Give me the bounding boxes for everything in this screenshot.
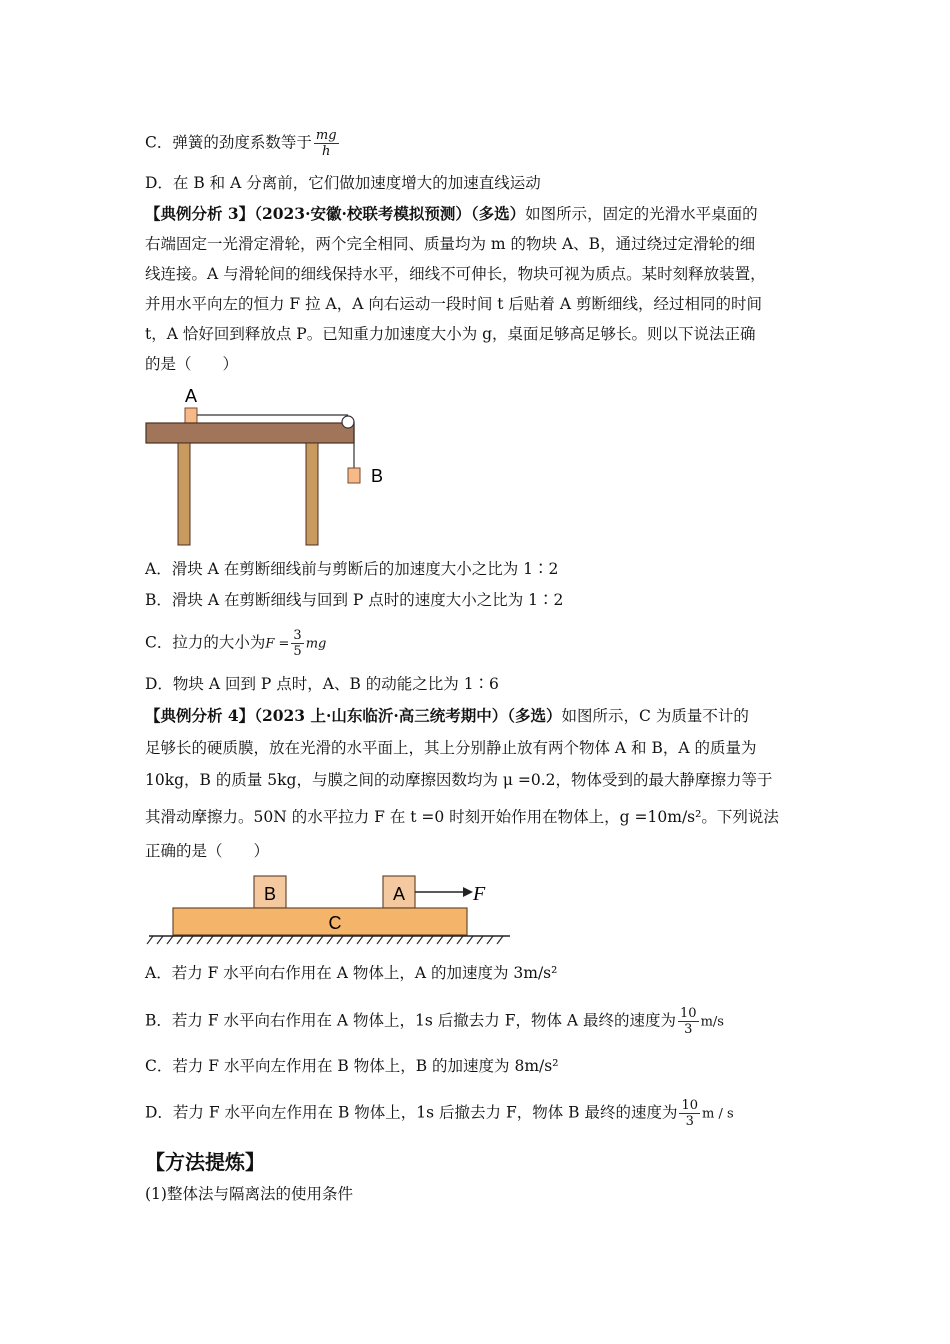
fraction-3-5: $\frac{3}{5}$: [293, 628, 302, 659]
fig4-label-b: B: [263, 884, 277, 904]
fraction-10-3-b: $\frac{10}{3}$: [680, 1006, 697, 1037]
block-a: [185, 408, 197, 423]
ex4-source: （2023 上·山东临沂·高三统考期中）（多选）: [254, 706, 562, 725]
ex3-line-3: 线连接。A 与滑轮间的细线保持水平，细线不可伸长，物块可视为质点。某时刻释放装置，: [145, 265, 766, 283]
fig4-label-c: C: [328, 913, 342, 933]
force-arrow-head: [463, 887, 473, 897]
ex4-line-2: 足够长的硬质膜，放在光滑的水平面上，其上分别静止放有两个物体 A 和 B，A 的质量为: [145, 739, 757, 757]
ex3-option-a: A．滑块 A 在剪断细线前与剪断后的加速度大小之比为 1∶2: [145, 560, 559, 578]
fig3-label-a: A: [185, 386, 198, 406]
ex3-line-5: t，A 恰好回到释放点 P。已知重力加速度大小为 g，桌面足够高足够长。则以下说法正确: [145, 325, 756, 343]
ex3-tag: 【典例分析 3】: [145, 204, 255, 223]
option-c-text: C．弹簧的劲度系数等于: [145, 133, 312, 152]
table-leg-left: [178, 443, 190, 545]
fig4-label-f: F: [473, 883, 486, 905]
ex4-option-d: D．若力 F 水平向左作用在 B 物体上，1s 后撤去力 F，物体 B 最终的速度为 $\frac{10}{3}$ m / s: [145, 1098, 734, 1129]
ex3-line-1: 【典例分析 3】（2023·安徽·校联考模拟预测）（多选）如图所示，固定的光滑水平桌面的: [145, 204, 758, 223]
pulley: [342, 416, 354, 428]
ex4-option-a: A．若力 F 水平向右作用在 A 物体上，A 的加速度为 3m/s²: [145, 964, 558, 982]
ex3-line-4: 并用水平向左的恒力 F 拉 A，A 向右运动一段时间 t 后贴着 A 剪断细线，经过相同的时间: [145, 295, 762, 313]
fig3-label-b: B: [371, 466, 384, 486]
option-d-prev: D．在 B 和 A 分离前，它们做加速度增大的加速直线运动: [145, 174, 541, 192]
ex3-option-c: C．拉力的大小为F = $\frac{3}{5}$ mg: [145, 628, 327, 659]
ex4-line-3: 10kg，B 的质量 5kg，与膜之间的动摩擦因数均为 μ =0.2，物体受到的最大静摩擦力等于: [145, 771, 773, 789]
method-heading: 【方法提炼】: [145, 1150, 265, 1174]
ex4-line-1: 【典例分析 4】（2023 上·山东临沂·高三统考期中）（多选）如图所示，C 为质量不计的: [145, 706, 749, 725]
fraction-10-3-d: $\frac{10}{3}$: [681, 1098, 698, 1129]
ex4-line-5: 正确的是（ ）: [145, 842, 270, 860]
ex3-option-d: D．物块 A 回到 P 点时，A、B 的动能之比为 1∶6: [145, 675, 499, 693]
ex4-line-4: 其滑动摩擦力。50N 的水平拉力 F 在 t =0 时刻开始作用在物体上，g =10m/s²。下列说法: [145, 808, 779, 826]
ground-hatch: [147, 936, 503, 944]
ex4-option-c: C．若力 F 水平向左作用在 B 物体上，B 的加速度为 8m/s²: [145, 1057, 559, 1075]
fraction-mg-h: $\frac{mg}{h}$: [315, 128, 337, 159]
method-item-1: (1)整体法与隔离法的使用条件: [145, 1185, 353, 1203]
ex3-line-6: 的是（ ）: [145, 355, 239, 373]
film-c: [173, 908, 467, 935]
ex3-line-2: 右端固定一光滑定滑轮，两个完全相同、质量均为 m 的物块 A、B，通过绕过定滑轮的细: [145, 235, 756, 253]
table-pulley-figure: [140, 380, 400, 550]
option-c-prev: [145, 128, 341, 159]
table-leg-right: [306, 443, 318, 545]
block-b: [348, 468, 360, 483]
fig4-label-a: A: [392, 884, 406, 904]
film-blocks-figure: [145, 872, 525, 952]
ex3-source: （2023·安徽·校联考模拟预测）（多选）: [254, 204, 526, 223]
ex4-option-b: B．若力 F 水平向右作用在 A 物体上，1s 后撤去力 F，物体 A 最终的速度为 $\frac{10}{3}$ m/s: [145, 1006, 724, 1037]
ex3-option-b: B．滑块 A 在剪断细线与回到 P 点时的速度大小之比为 1∶2: [145, 591, 564, 609]
ex4-tag: 【典例分析 4】: [145, 706, 255, 725]
table-top: [146, 423, 354, 443]
